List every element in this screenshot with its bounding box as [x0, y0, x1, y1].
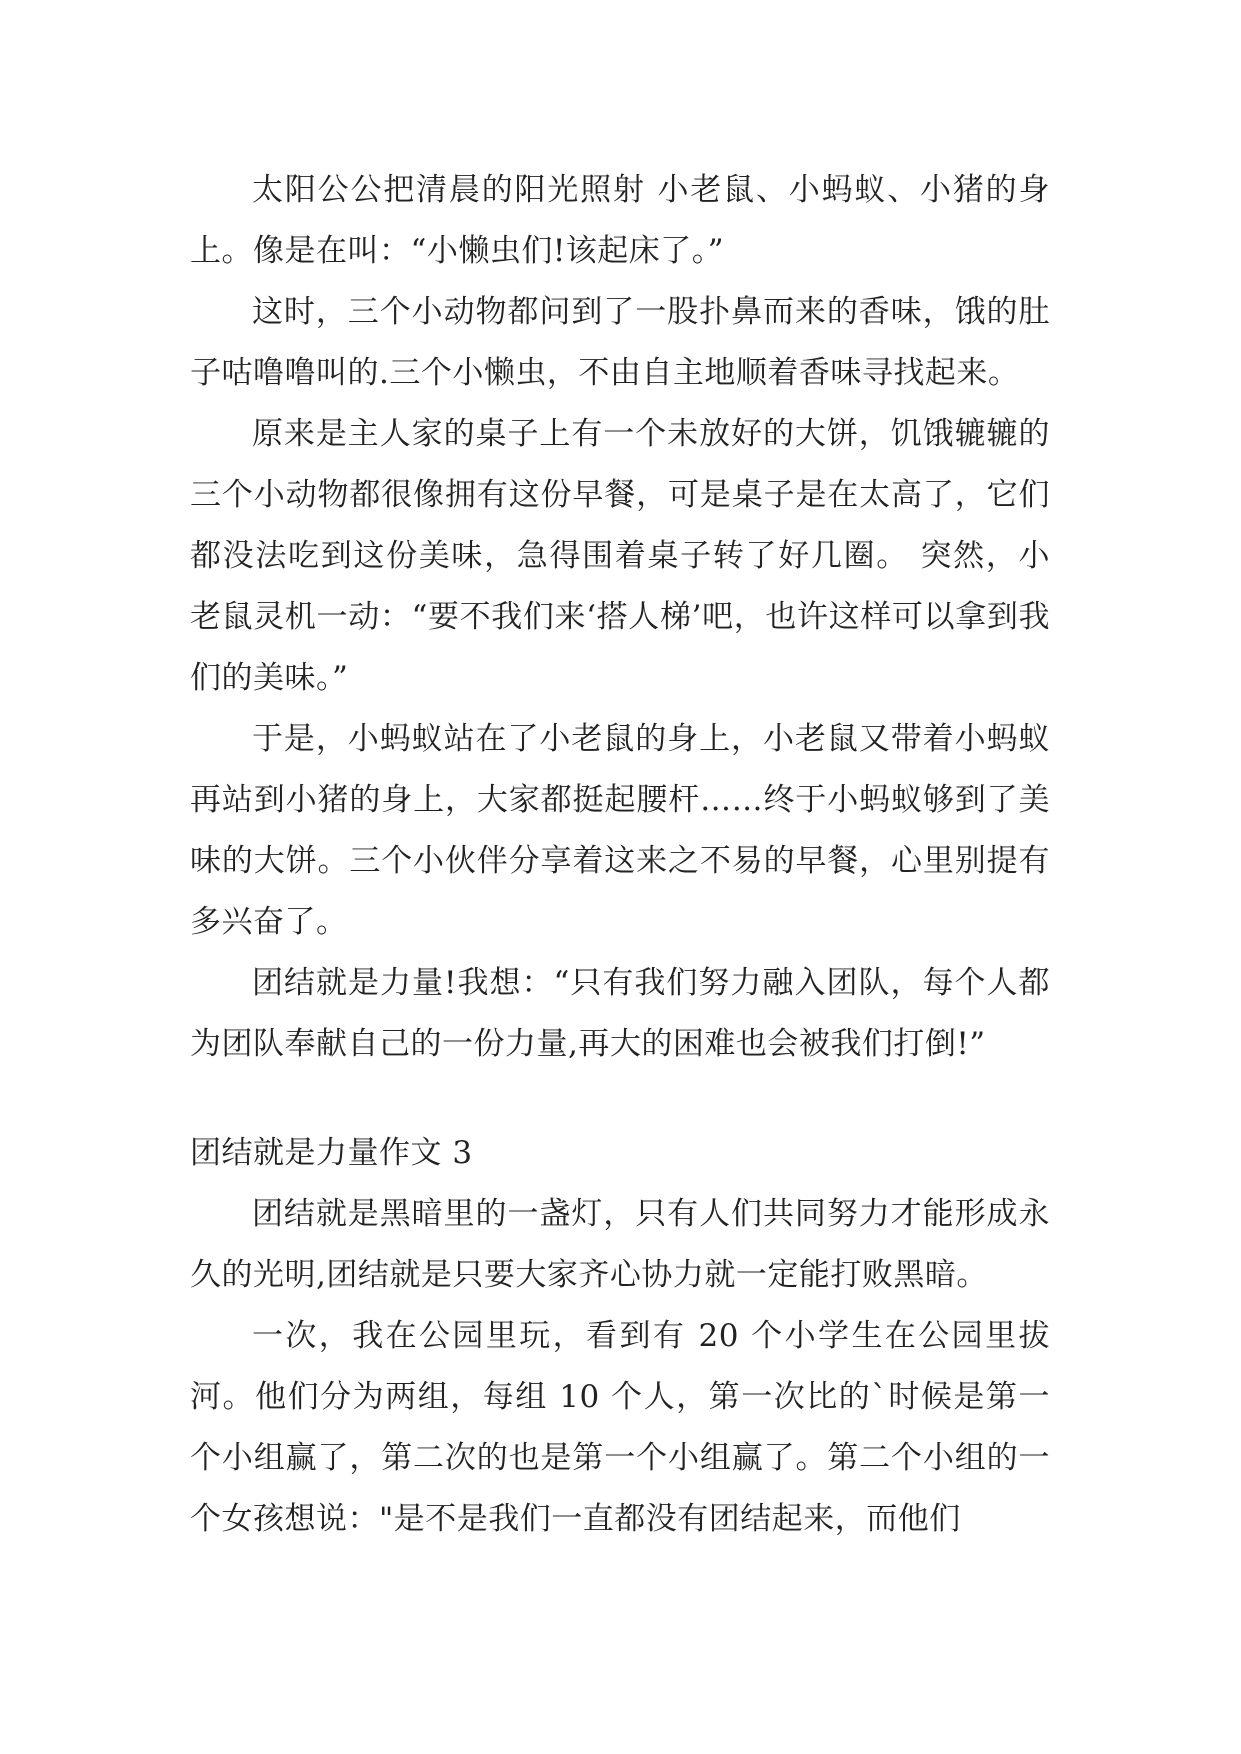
paragraph-7: 一次，我在公园里玩，看到有 20 个小学生在公园里拔河。他们分为两组，每组 10 个人，第一次比的`时候是第一个小组赢了，第二次的也是第一个小组赢了。第二个小组的一个女孩想说："是不是我们一直都没有团结起来，而他们 [190, 1318, 1050, 1537]
paragraph-2: 这时，三个小动物都问到了一股扑鼻而来的香味，饿的肚子咕噜噜叫的.三个小懒虫，不由自主地顺着香味寻找起来。 [190, 294, 1050, 391]
section-heading: 团结就是力量作文 3 [190, 1135, 473, 1171]
paragraph-4: 于是，小蚂蚁站在了小老鼠的身上，小老鼠又带着小蚂蚁再站到小猪的身上，大家都挺起腰杆……终于小蚂蚁够到了美味的大饼。三个小伙伴分享着这来之不易的早餐，心里别提有多兴奋了。 [190, 721, 1050, 940]
paragraph-5: 团结就是力量!我想：“只有我们努力融入团队，每个人都为团队奉献自己的一份力量,再大的困难也会被我们打倒!” [190, 965, 1050, 1062]
paragraph-6: 团结就是黑暗里的一盏灯，只有人们共同努力才能形成永久的光明,团结就是只要大家齐心协力就一定能打败黑暗。 [190, 1196, 1050, 1293]
section-spacer [190, 1075, 1050, 1123]
paragraph-1: 太阳公公把清晨的阳光照射 小老鼠、小蚂蚁、小猪的身上。像是在叫：“小懒虫们!该起床了。” [190, 172, 1050, 269]
document-body [190, 160, 1050, 1550]
paragraph-3: 原来是主人家的桌子上有一个未放好的大饼，饥饿辘辘的三个小动物都很像拥有这份早餐，可是桌子是在太高了，它们都没法吃到这份美味，急得围着桌子转了好几圈。 突然，小老鼠灵机一动：“要不我们来‘搭人梯’吧，也许这样可以拿到我们的美味。” [190, 416, 1050, 696]
